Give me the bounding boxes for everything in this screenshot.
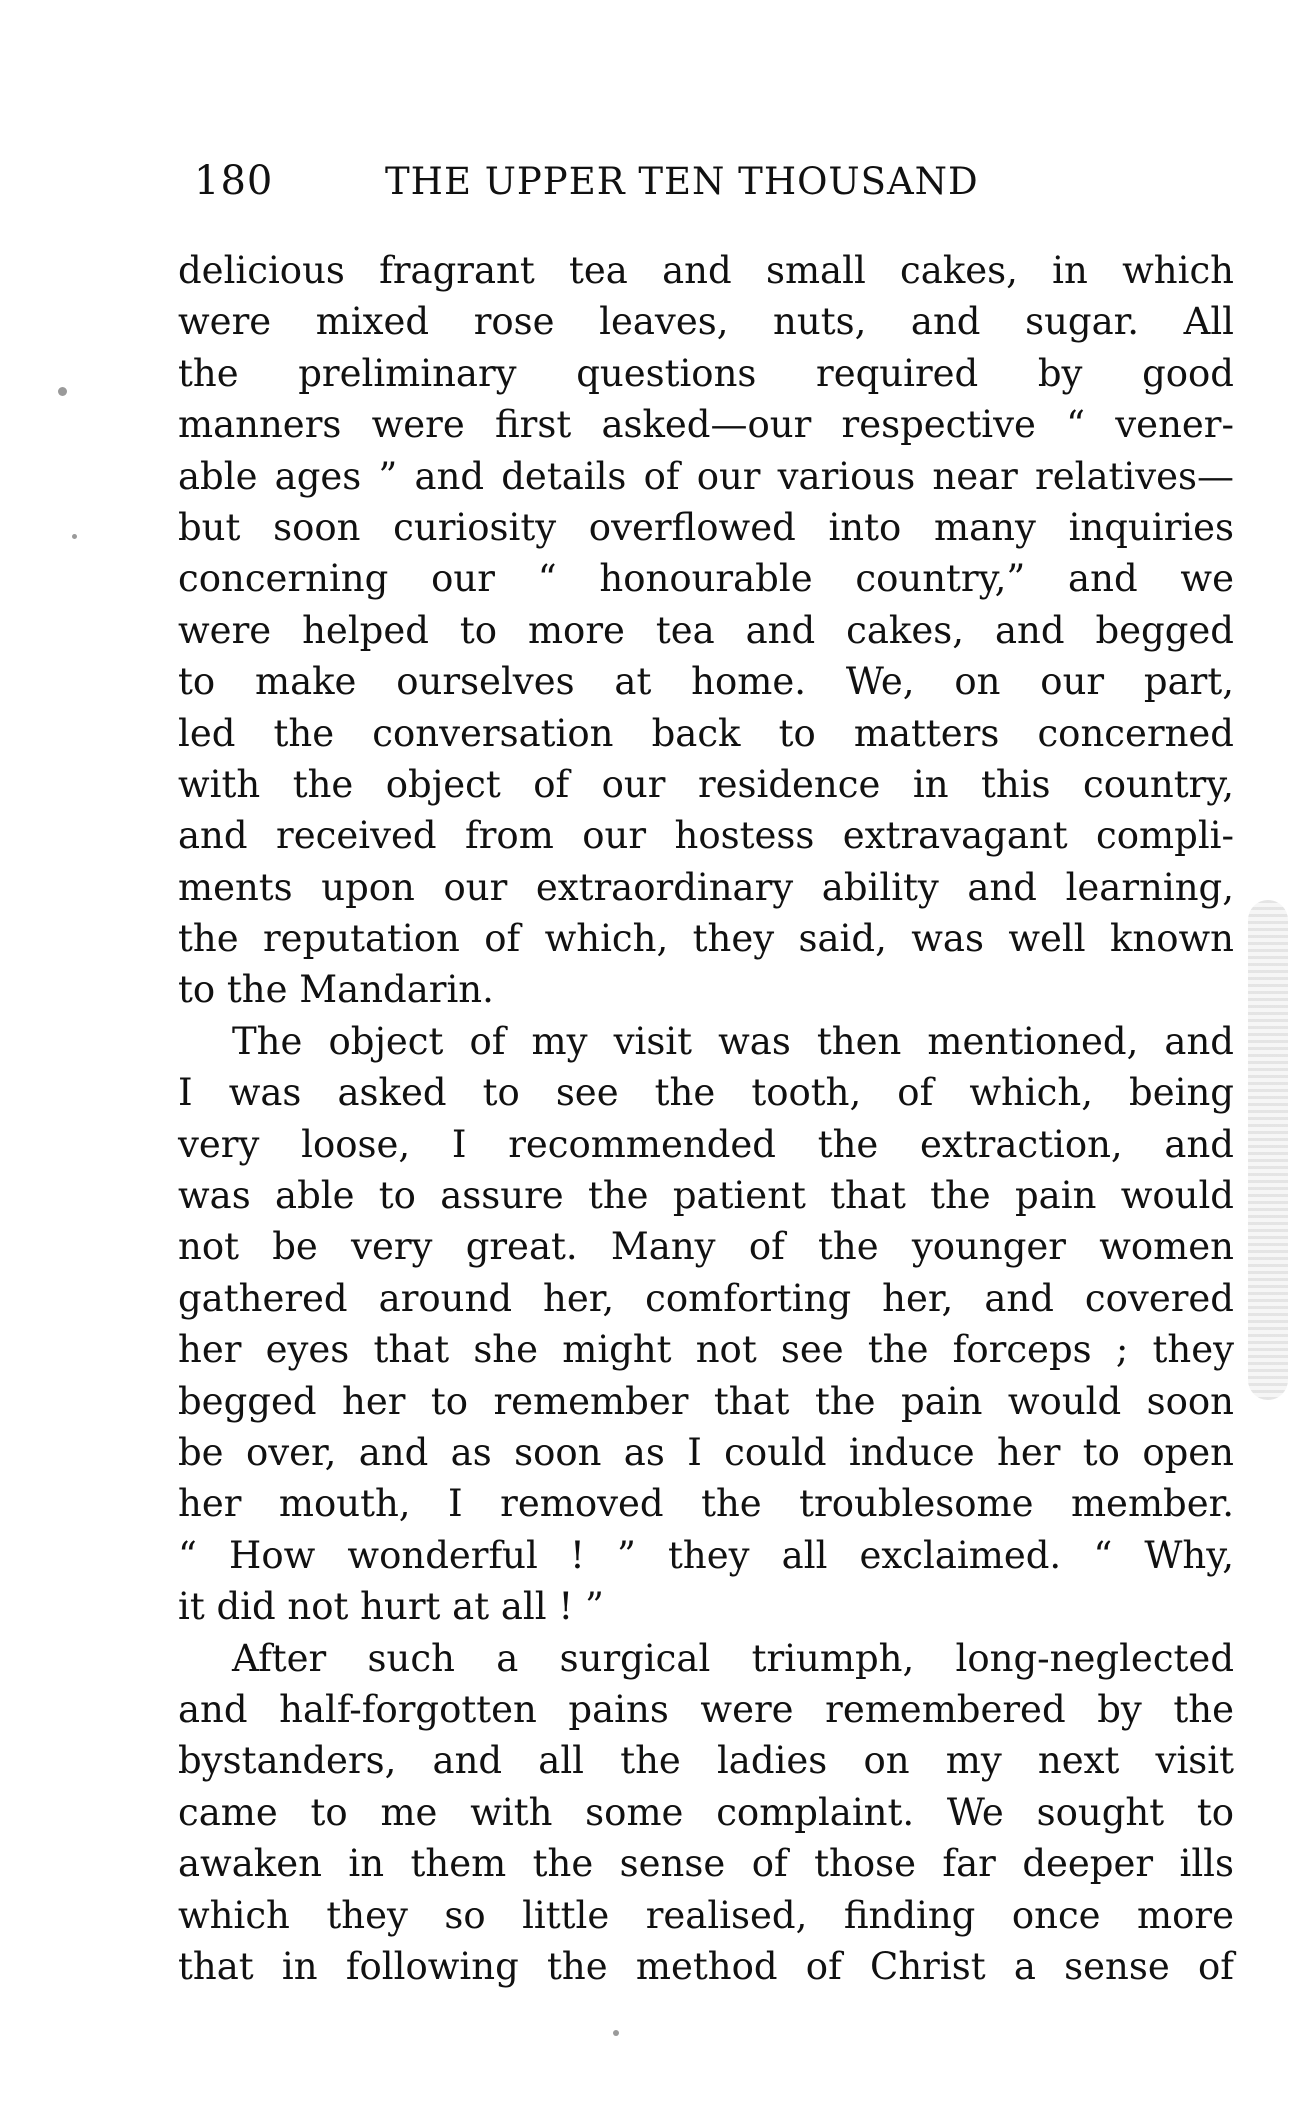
text-line: manners were first asked—our respective “ vener- — [178, 403, 1234, 447]
text-line: were mixed rose leaves, nuts, and sugar. All — [178, 300, 1234, 344]
text-line: came to me with some complaint. We sought to — [178, 1790, 1234, 1834]
text-line: “ How wonderful ! ” they all exclaimed. “ Why, — [178, 1533, 1234, 1577]
text-line: to make ourselves at home. We, on our part, — [178, 660, 1234, 704]
text-line: the preliminary questions required by good — [178, 351, 1234, 395]
text-line: awaken in them the sense of those far deeper ills — [178, 1842, 1234, 1886]
text-line: were helped to more tea and cakes, and begged — [178, 608, 1234, 652]
text-line: and received from our hostess extravagant compli- — [178, 814, 1234, 858]
page-edge-shadow — [1248, 900, 1288, 1400]
text-line: gathered around her, comforting her, and covered — [178, 1276, 1234, 1320]
margin-speck — [58, 387, 67, 396]
body-text — [178, 245, 1234, 1992]
text-line: but soon curiosity overflowed into many inquiries — [178, 505, 1234, 549]
text-line: her eyes that she might not see the forceps ; they — [178, 1328, 1234, 1372]
text-line: ments upon our extraordinary ability and learning, — [178, 865, 1234, 909]
margin-speck — [72, 534, 77, 539]
text-line: and half-forgotten pains were remembered by the — [178, 1687, 1234, 1731]
running-title: THE UPPER TEN THOUSAND — [385, 160, 979, 203]
text-line: I was asked to see the tooth, of which, being — [178, 1071, 1234, 1115]
margin-speck — [613, 2030, 619, 2036]
text-line: begged her to remember that the pain would soon — [178, 1379, 1234, 1423]
text-line: not be very great. Many of the younger women — [178, 1225, 1234, 1269]
text-line: her mouth, I removed the troublesome member. — [178, 1482, 1234, 1526]
text-line: able ages ” and details of our various near relatives— — [178, 454, 1234, 498]
text-line: very loose, I recommended the extraction, and — [178, 1122, 1234, 1166]
text-line: which they so little realised, finding once more — [178, 1893, 1234, 1937]
text-line: the reputation of which, they said, was well known — [178, 917, 1234, 961]
text-line: be over, and as soon as I could induce her to open — [178, 1430, 1234, 1474]
text-line: to the Mandarin. — [178, 968, 494, 1012]
running-head — [184, 158, 1084, 218]
text-line: that in following the method of Christ a sense of — [178, 1944, 1234, 1988]
page-number: 180 — [194, 158, 274, 204]
text-line: bystanders, and all the ladies on my next visit — [178, 1739, 1234, 1783]
text-line: was able to assure the patient that the pain would — [178, 1174, 1234, 1218]
text-line: The object of my visit was then mentioned, and — [232, 1019, 1234, 1063]
text-line: with the object of our residence in this country, — [178, 762, 1234, 806]
text-line: led the conversation back to matters concerned — [178, 711, 1234, 755]
text-line: After such a surgical triumph, long-neglected — [232, 1636, 1234, 1680]
text-line: delicious fragrant tea and small cakes, in which — [178, 249, 1234, 292]
text-line: concerning our “ honourable country,” and we — [178, 557, 1234, 601]
text-line: it did not hurt at all ! ” — [178, 1585, 604, 1629]
